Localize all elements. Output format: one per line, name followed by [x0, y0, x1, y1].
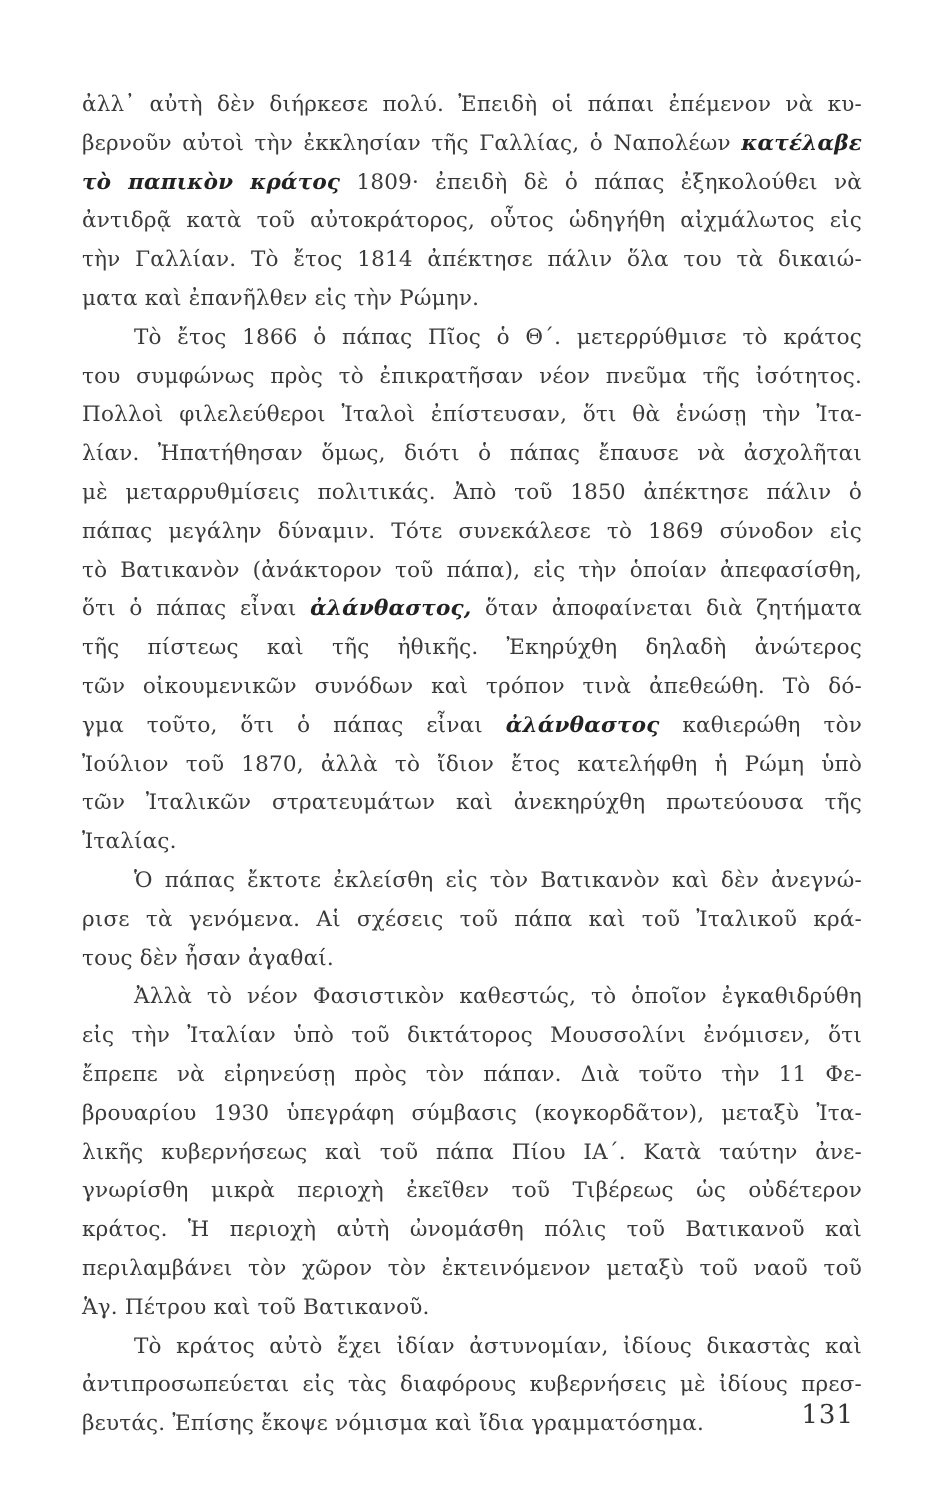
text-line: ἀντιπροσωπεύεται εἰς τὰς διαφόρους κυβερνήσεις μὲ ἰδίους πρεσ- [82, 1372, 862, 1398]
text-line: ἀλλ᾽ αὐτὴ δὲν διήρκεσε πολύ. Ἐπειδὴ οἱ πάπαι ἐπέμενον νὰ κυ- [82, 92, 862, 117]
text-line: τῶν οἰκουμενικῶν συνόδων καὶ τρόπον τινὰ ἀπεθεώθη. Τὸ δό- [82, 673, 862, 699]
text-line: τὸ Βατικανὸν (ἀνάκτορον τοῦ πάπα), εἰς τὴν ὁποίαν ἀπεφασίσθη, [82, 557, 862, 583]
emphasis: κατέλαβε [741, 130, 862, 156]
text-line: κράτος. Ἡ περιοχὴ αὐτὴ ὠνομάσθη πόλις τοῦ Βατικανοῦ καὶ [82, 1217, 862, 1243]
text-line: εἰς τὴν Ἰταλίαν ὑπὸ τοῦ δικτάτορος Μουσσολίνι ἐνόμισεν, ὅτι [82, 1023, 862, 1049]
text-line: Ὁ πάπας ἔκτοτε ἐκλείσθη εἰς τὸν Βατικανὸν καὶ δὲν ἀνεγνώ- [134, 867, 862, 893]
text-line: του συμφώνως πρὸς τὸ ἐπικρατῆσαν νέον πνεῦμα τῆς ἰσότητος. [82, 363, 862, 389]
body-text [82, 86, 862, 1444]
text-line: Ἀλλὰ τὸ νέον Φασιστικὸν καθεστώς, τὸ ὁποῖον ἐγκαθιδρύθη [134, 984, 862, 1010]
text-line: Ἰταλίας. [82, 829, 177, 855]
text-line: λικῆς κυβερνήσεως καὶ τοῦ πάπα Πίου ΙΑ΄. Κατὰ ταύτην ἀνε- [82, 1139, 862, 1165]
text-line: γνωρίσθη μικρὰ περιοχὴ ἐκεῖθεν τοῦ Τιβέρεως ὡς οὐδέτερον [82, 1178, 862, 1204]
text-line: μὲ μεταρρυθμίσεις πολιτικάς. Ἀπὸ τοῦ 1850 ἀπέκτησε πάλιν ὁ [82, 479, 862, 505]
text-line: γμα τοῦτο, ὅτι ὁ πάπας εἶναι ἀλάνθαστος καθιερώθη τὸν [82, 712, 862, 738]
text-line: Τὸ ἔτος 1866 ὁ πάπας Πῖος ὁ Θ΄. μετερρύθμισε τὸ κράτος [134, 324, 862, 350]
text-line: Ἰούλιον τοῦ 1870, ἀλλὰ τὸ ἴδιον ἔτος κατελήφθη ἡ Ρώμη ὑπὸ [82, 751, 862, 777]
text-line: ἔπρεπε νὰ εἰρηνεύσῃ πρὸς τὸν πάπαν. Διὰ τοῦτο τὴν 11 Φε- [82, 1061, 862, 1087]
text-line: Ἁγ. Πέτρου καὶ τοῦ Βατικανοῦ. [82, 1294, 430, 1320]
text-line: πάπας μεγάλην δύναμιν. Τότε συνεκάλεσε τὸ 1869 σύνοδον εἰς [82, 518, 862, 544]
emphasis: ἀλάνθαστος, [310, 596, 472, 622]
emphasis: τὸ παπικὸν κράτος [82, 169, 341, 195]
text-line: βευτάς. Ἐπίσης ἔκοψε νόμισμα καὶ ἴδια γραμματόσημα. [82, 1411, 705, 1437]
text-line: Πολλοὶ φιλελεύθεροι Ἰταλοὶ ἐπίστευσαν, ὅτι θὰ ἑνώσῃ τὴν Ἰτα- [82, 402, 862, 428]
text-line: περιλαμβάνει τὸν χῶρον τὸν ἐκτεινόμενον μεταξὺ τοῦ ναοῦ τοῦ [82, 1255, 862, 1281]
text-line: τὸ παπικὸν κράτος 1809· ἐπειδὴ δὲ ὁ πάπας ἐξηκολούθει νὰ [82, 169, 863, 195]
text-line: Τὸ κράτος αὐτὸ ἔχει ἰδίαν ἀστυνομίαν, ἰδίους δικαστὰς καὶ [134, 1333, 862, 1359]
page-number: 131 [801, 1400, 854, 1430]
text-line: τὴν Γαλλίαν. Τὸ ἔτος 1814 ἀπέκτησε πάλιν ὅλα του τὰ δικαιώ- [82, 247, 862, 273]
text-line: τῶν Ἰταλικῶν στρατευμάτων καὶ ἀνεκηρύχθη πρωτεύουσα τῆς [82, 790, 862, 816]
text-line: βερνοῦν αὐτοὶ τὴν ἐκκλησίαν τῆς Γαλλίας, ὁ Ναπολέων κατέλαβε [82, 130, 862, 156]
text-line: ἀντιδρᾷ κατὰ τοῦ αὐτοκράτορος, οὗτος ὡδηγήθη αἰχμάλωτος εἰς [82, 208, 862, 234]
emphasis: ἀλάνθαστος [505, 712, 660, 738]
text-line: λίαν. Ἠπατήθησαν ὅμως, διότι ὁ πάπας ἔπαυσε νὰ ἀσχολῆται [82, 441, 862, 467]
text-line: τους δὲν ἦσαν ἀγαθαί. [82, 945, 334, 971]
text-line: ὅτι ὁ πάπας εἶναι ἀλάνθαστος, ὅταν ἀποφαίνεται διὰ ζητήματα [82, 596, 862, 622]
text-line: τῆς πίστεως καὶ τῆς ἠθικῆς. Ἐκηρύχθη δηλαδὴ ἀνώτερος [82, 635, 862, 661]
text-line: βρουαρίου 1930 ὑπεγράφη σύμβασις (κογκορδᾶτον), μεταξὺ Ἰτα- [82, 1100, 862, 1126]
text-line: ματα καὶ ἐπανῆλθεν εἰς τὴν Ρώμην. [82, 285, 480, 311]
text-line: ρισε τὰ γενόμενα. Αἱ σχέσεις τοῦ πάπα καὶ τοῦ Ἰταλικοῦ κρά- [82, 906, 862, 932]
